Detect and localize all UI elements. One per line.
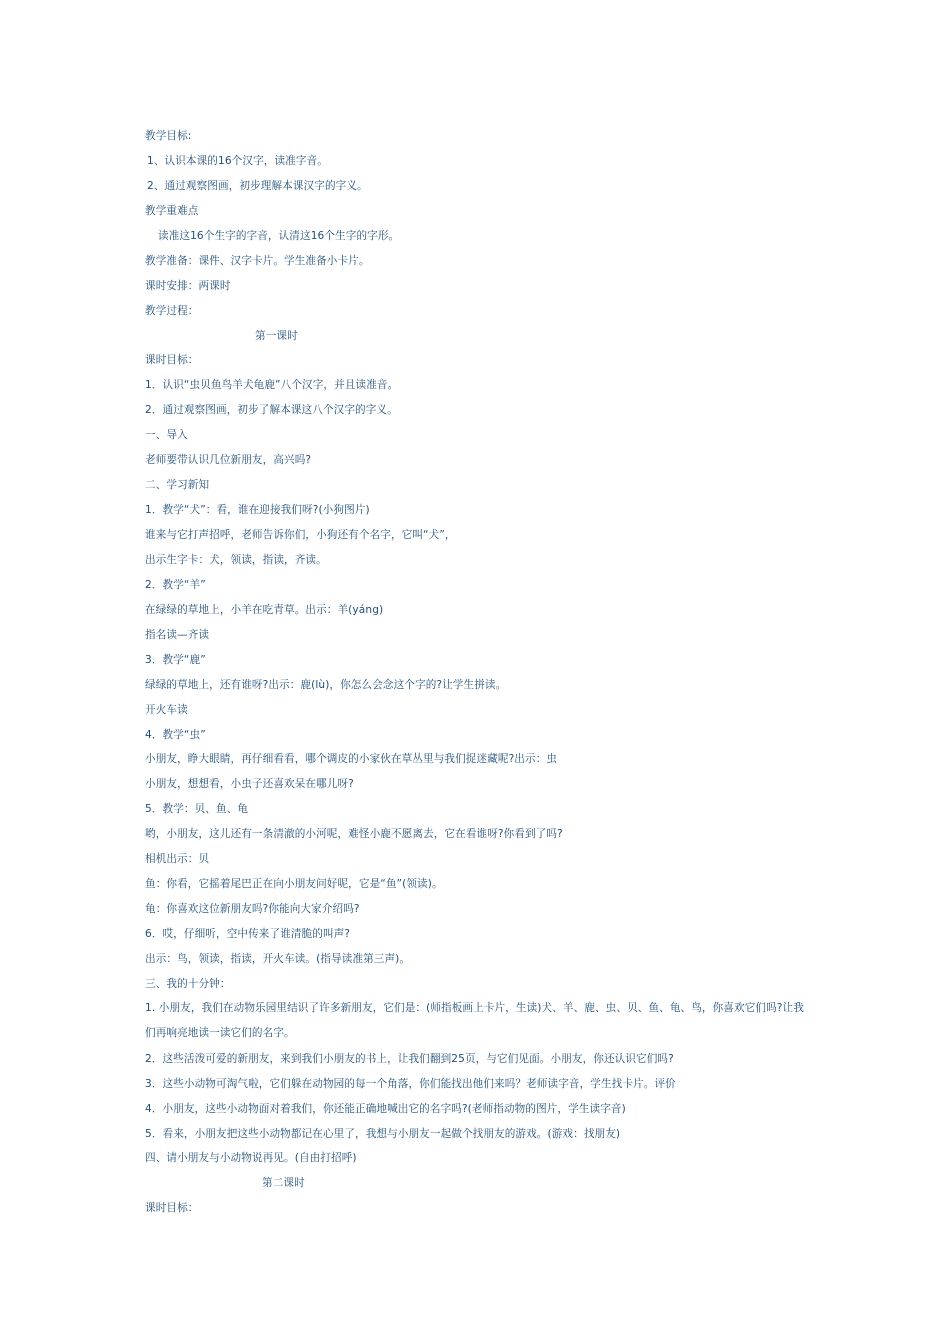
paragraph: 指名读—齐读 <box>145 628 210 641</box>
section-goodbye: 四、请小朋友与小动物说再见。(自由打招呼) <box>145 1152 357 1165</box>
section-intro: 一、导入 <box>145 429 188 442</box>
paragraph: 2．教学“羊” <box>145 578 206 591</box>
goal-item-2: 2、通过观察图画，初步理解本课汉字的字义。 <box>147 179 368 192</box>
paragraph: 谁来与它打声招呼，老师告诉你们，小狗还有个名字，它叫“犬”， <box>145 529 456 541</box>
lesson-1-title: 第一课时 <box>255 329 298 342</box>
paragraph: 鱼：你看，它摇着尾巴正在向小朋友问好呢，它是“鱼”(领读)。 <box>145 878 443 891</box>
paragraph: 在绿绿的草地上，小羊在吃青草。出示：羊(yáng) <box>145 603 384 616</box>
paragraph: 4．小朋友，这些小动物面对着我们，你还能正确地喊出它的名字吗?(老师指动物的图片，学生读字音) <box>145 1102 626 1115</box>
goal-item-1: 1、认识本课的16个汉字，读准字音。 <box>147 154 328 167</box>
lesson-1-goal-2: 2．通过观察图画，初步了解本课这八个汉字的字义。 <box>145 404 398 417</box>
preparation-text: 教学准备：课件、汉字卡片。学生准备小卡片。 <box>145 254 370 267</box>
paragraph: 2．这些活泼可爱的新朋友，来到我们小朋友的书上，让我们翻到25页，与它们见面。小朋友，你还认识它们吗? <box>145 1052 674 1065</box>
paragraph: 4．教学“虫” <box>145 728 206 741</box>
key-points-text: 读准这16个生字的字音，认清这16个生字的字形。 <box>158 229 400 242</box>
heading-process: 教学过程： <box>145 304 199 317</box>
paragraph: 老师要带认识几位新朋友，高兴吗? <box>145 454 312 467</box>
paragraph: 1．教学“犬”：看，谁在迎接我们呀?(小狗图片) <box>145 504 370 517</box>
paragraph: 出示：鸟，领读，指读，开火车读。(指导读准第三声)。 <box>145 952 411 965</box>
paragraph: 哟，小朋友，这儿还有一条清澈的小河呢，难怪小鹿不愿离去，它在看谁呀?你看到了吗? <box>145 828 563 841</box>
lesson-1-goal-1: 1．认识“虫贝鱼鸟羊犬龟鹿”八个汉字，并且读准音。 <box>145 379 399 392</box>
paragraph: 相机出示：贝 <box>145 853 210 866</box>
paragraph: 绿绿的草地上，还有谁呀?出示：鹿(lù)，你怎么会念这个字的?让学生拼读。 <box>145 678 507 691</box>
section-new-knowledge: 二、学习新知 <box>145 479 210 492</box>
paragraph: 6．哎，仔细听，空中传来了谁清脆的叫声? <box>145 928 351 940</box>
paragraph: 5．看来，小朋友把这些小动物都记在心里了，我想与小朋友一起做个找朋友的游戏。(游戏：找朋友) <box>145 1127 621 1140</box>
lesson-1-goals-heading: 课时目标： <box>145 354 199 367</box>
lesson-2-goals-heading: 课时目标： <box>145 1202 199 1215</box>
heading-teaching-goals: 教学目标: <box>145 130 192 142</box>
paragraph: 5．教学：贝、鱼、龟 <box>145 803 249 816</box>
heading-key-points: 教学重难点 <box>145 204 199 217</box>
paragraph: 1. 小朋友，我们在动物乐园里结识了许多新朋友，它们是：(师指板画上卡片，生读)犬、羊、鹿、虫、贝、鱼、龟、鸟，你喜欢它们吗?让我们再响亮地读一读它们的名字。 <box>145 1002 804 1040</box>
paragraph: 小朋友，想想看，小虫子还喜欢呆在哪儿呀? <box>145 778 354 791</box>
section-ten-minutes: 三、我的十分钟： <box>145 977 231 990</box>
lesson-2-title: 第二课时 <box>262 1177 305 1190</box>
schedule-text: 课时安排：两课时 <box>145 279 231 292</box>
paragraph: 小朋友，睁大眼睛，再仔细看看，哪个调皮的小家伙在草丛里与我们捉迷藏呢?出示：虫 <box>145 753 558 766</box>
document-body <box>145 127 825 1224</box>
paragraph: 3．这些小动物可淘气啦，它们躲在动物园的每一个角落，你们能找出他们来吗？老师读字音，学生找卡片。评价 <box>145 1077 676 1090</box>
paragraph: 开火车读 <box>145 703 188 716</box>
paragraph: 龟：你喜欢这位新朋友吗?你能向大家介绍吗? <box>145 903 360 916</box>
paragraph: 3．教学“鹿” <box>145 653 206 666</box>
paragraph: 出示生字卡：犬，领读，指读，齐读。 <box>145 553 327 566</box>
